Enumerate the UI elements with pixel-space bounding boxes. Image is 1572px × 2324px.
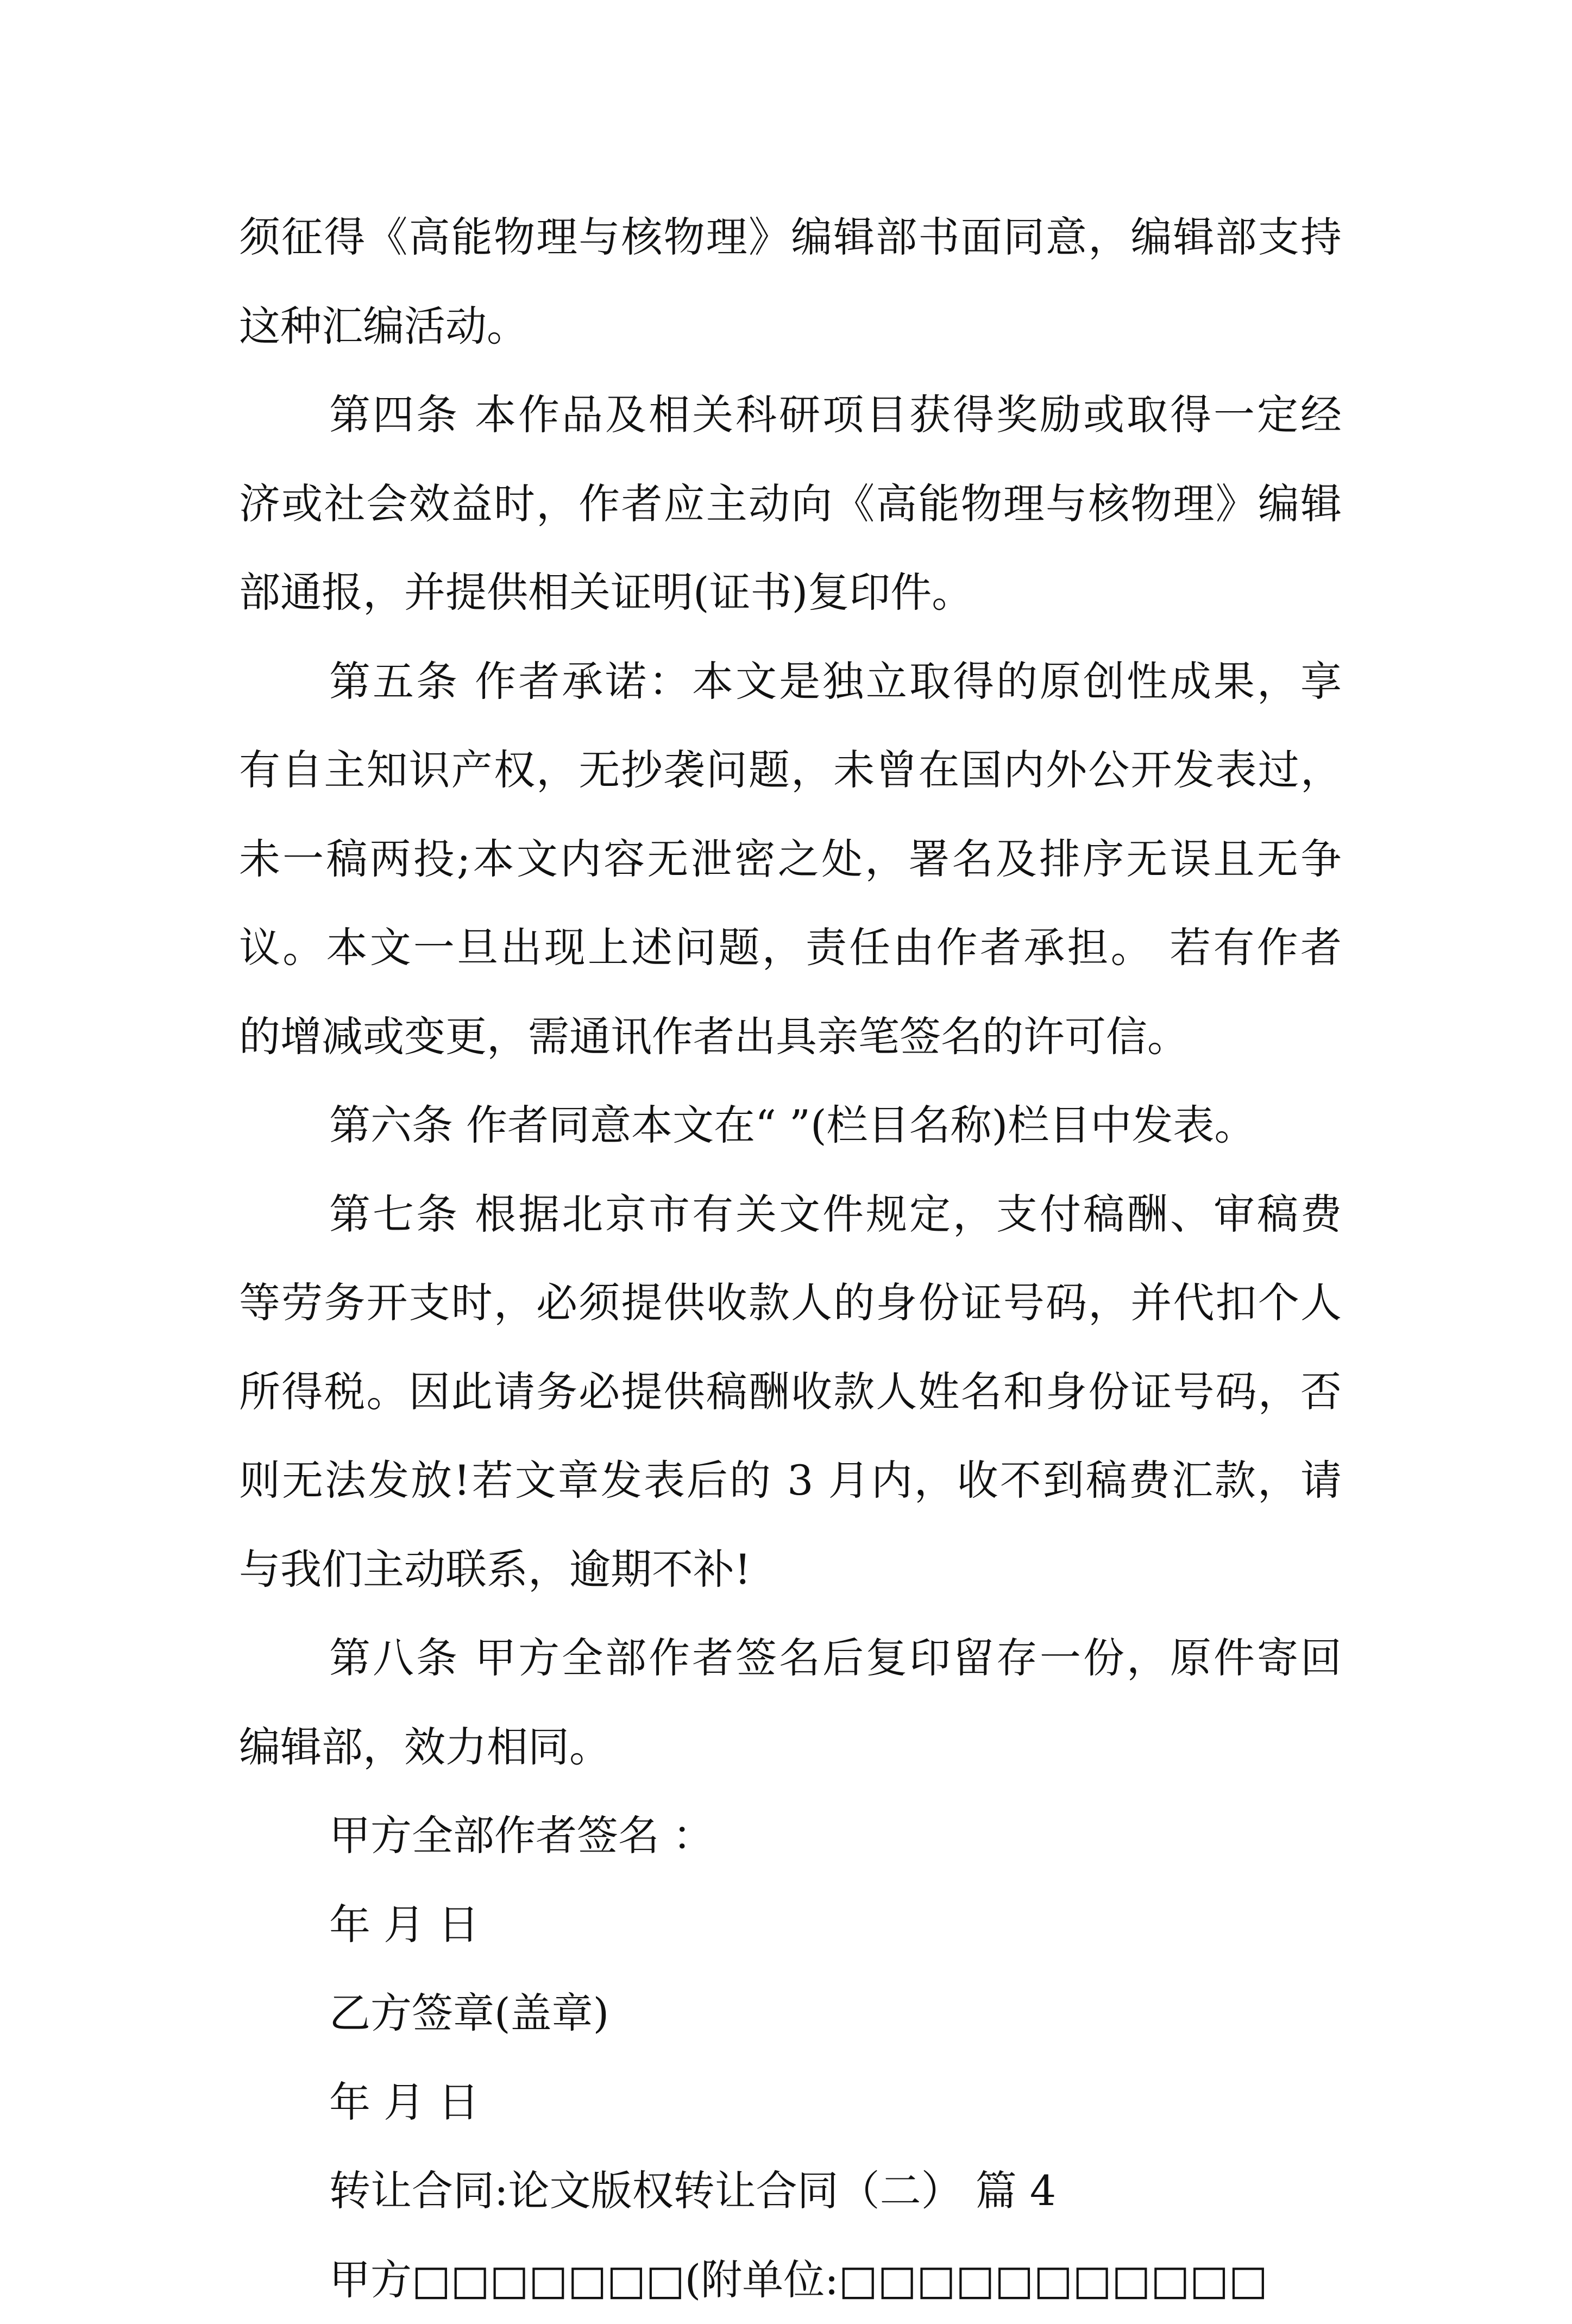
text-line: 有自主知识产权，无抄袭问题，未曾在国内外公开发表过， bbox=[239, 726, 1342, 815]
party-b-seal-label: 乙方签章(盖章) bbox=[239, 1969, 1342, 2058]
section-title: 转让合同:论文版权转让合同（二） 篇 4 bbox=[239, 2146, 1342, 2235]
text-line: 与我们主动联系，逾期不补! bbox=[239, 1525, 1342, 1614]
article-4-heading-line: 第四条 本作品及相关科研项目获得奖励或取得一定经 bbox=[239, 370, 1342, 459]
article-5-heading-line: 第五条 作者承诺：本文是独立取得的原创性成果，享 bbox=[239, 637, 1342, 726]
text-line: 的增减或变更，需通讯作者出具亲笔签名的许可信。 bbox=[239, 992, 1342, 1081]
text-line: 则无法发放!若文章发表后的 3 月内，收不到稿费汇款，请 bbox=[239, 1436, 1342, 1525]
text-line: 这种汇编活动。 bbox=[239, 282, 1342, 371]
article-7-heading-line: 第七条 根据北京市有关文件规定，支付稿酬、审稿费 bbox=[239, 1170, 1342, 1259]
text-line: 编辑部，效力相同。 bbox=[239, 1703, 1342, 1792]
document-body bbox=[239, 193, 1342, 2324]
party-a-date-line: 年 月 日 bbox=[239, 1880, 1342, 1969]
party-b-date-line: 年 月 日 bbox=[239, 2058, 1342, 2147]
text-line: 须征得《高能物理与核物理》编辑部书面同意，编辑部支持 bbox=[239, 193, 1342, 282]
text-line: 所得税。因此请务必提供稿酬收款人姓名和身份证号码，否 bbox=[239, 1347, 1342, 1437]
party-a-signature-label: 甲方全部作者签名 ： bbox=[239, 1791, 1342, 1880]
party-a-field-line: 甲方□□□□□□□(附单位:□□□□□□□□□□□ bbox=[239, 2235, 1342, 2324]
article-8-heading-line: 第八条 甲方全部作者签名后复印留存一份，原件寄回 bbox=[239, 1614, 1342, 1703]
text-line: 等劳务开支时，必须提供收款人的身份证号码，并代扣个人 bbox=[239, 1258, 1342, 1347]
text-line: 部通报，并提供相关证明(证书)复印件。 bbox=[239, 548, 1342, 637]
text-line: 未一稿两投;本文内容无泄密之处，署名及排序无误且无争 bbox=[239, 815, 1342, 904]
text-line: 济或社会效益时，作者应主动向《高能物理与核物理》编辑 bbox=[239, 459, 1342, 549]
text-line: 议。本文一旦出现上述问题，责任由作者承担。 若有作者 bbox=[239, 903, 1342, 992]
article-6-line: 第六条 作者同意本文在“ ”(栏目名称)栏目中发表。 bbox=[239, 1081, 1342, 1170]
